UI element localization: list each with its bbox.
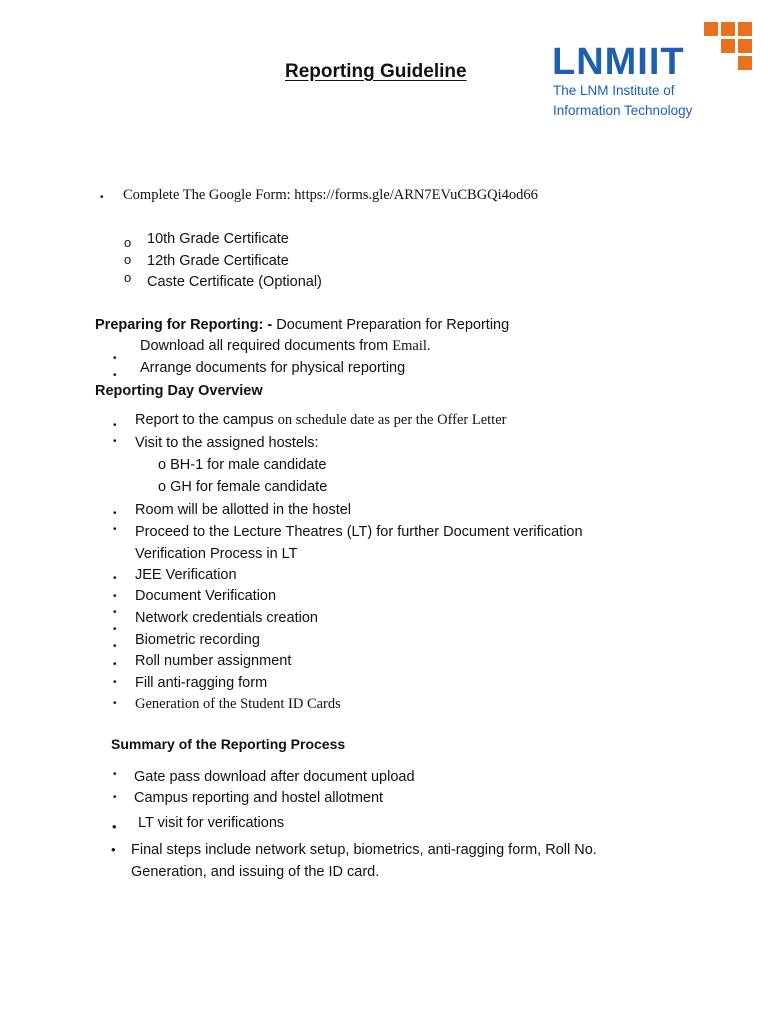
bullet-icon: •	[113, 420, 117, 431]
bullet-icon: •	[113, 607, 117, 618]
overview-report-item	[135, 412, 506, 429]
preparing-subtitle: Document Preparation for Reporting	[276, 317, 510, 333]
certificate-item: 12th Grade Certificate	[147, 253, 289, 269]
page-title: Reporting Guideline	[285, 61, 467, 82]
google-form-link[interactable]: https://forms.gle/ARN7EVuCBGQi4od66	[294, 187, 538, 203]
circle-bullet-icon: o	[124, 270, 132, 285]
preparing-item	[140, 338, 431, 355]
summary-heading: Summary of the Reporting Process	[111, 736, 346, 752]
summary-item: LT visit for verifications	[134, 815, 285, 831]
verification-step: Fill anti-ragging form	[135, 675, 268, 691]
lnmiit-logo	[552, 20, 762, 130]
bullet-icon: •	[113, 624, 117, 635]
bullet-icon: •	[113, 792, 117, 803]
bullet-icon: •	[113, 677, 117, 688]
verification-step: JEE Verification	[135, 567, 237, 583]
preparing-section-heading	[95, 317, 509, 333]
bullet-icon: •	[113, 659, 117, 670]
bullet-icon: •	[113, 573, 117, 584]
overview-heading: Reporting Day Overview	[95, 383, 263, 399]
preparing-heading: Preparing for Reporting: -	[95, 317, 277, 333]
bullet-icon: •	[113, 508, 117, 519]
report-item-text: Report to the campus	[135, 412, 278, 428]
bullet-icon: •	[113, 641, 117, 652]
bullet-icon: •	[113, 353, 117, 364]
verification-step: Roll number assignment	[135, 653, 292, 669]
verification-step: Network credentials creation	[135, 610, 318, 626]
report-item-schedule: on schedule date as per the Offer Letter	[277, 412, 507, 428]
circle-bullet-icon: o	[124, 235, 132, 250]
bullet-icon: •	[113, 769, 117, 780]
summary-item: Gate pass download after document upload	[134, 769, 415, 785]
hostel-gh-item: o GH for female candidate	[158, 479, 328, 495]
logo-wordmark: LNMIIT	[552, 41, 685, 83]
google-form-label: Complete The Google Form:	[123, 187, 295, 203]
certificate-item: 10th Grade Certificate	[147, 231, 289, 247]
preparing-item: Arrange documents for physical reporting	[140, 360, 406, 376]
bullet-icon: •	[113, 591, 117, 602]
logo-grid-icon	[704, 22, 754, 76]
logo-subtitle-line1: The LNM Institute of	[553, 83, 675, 98]
overview-visit-item: Visit to the assigned hostels:	[135, 435, 319, 451]
bullet-icon: •	[113, 698, 117, 709]
verification-process-label: Verification Process in LT	[135, 546, 298, 562]
overview-room-item: Room will be allotted in the hostel	[135, 502, 352, 518]
google-form-item	[123, 187, 538, 204]
bullet-icon: •	[113, 370, 117, 381]
bullet-icon: •	[113, 524, 117, 535]
bullet-icon: •	[112, 819, 117, 834]
verification-step: Biometric recording	[135, 632, 260, 648]
circle-bullet-icon: o	[124, 252, 132, 267]
overview-proceed-item: Proceed to the Lecture Theatres (LT) for further Document verification	[135, 524, 583, 540]
preparing-item-text: Download all required documents from	[140, 338, 393, 354]
hostel-bh-item: o BH-1 for male candidate	[158, 457, 327, 473]
id-card-step: Generation of the Student ID Cards	[135, 696, 341, 712]
summary-item: Campus reporting and hostel allotment	[134, 790, 384, 806]
bullet-icon: •	[111, 842, 116, 857]
bullet-icon: •	[100, 192, 104, 203]
verification-step: Document Verification	[135, 588, 277, 604]
summary-final-line1: Final steps include network setup, biometrics, anti-ragging form, Roll No.	[131, 842, 597, 858]
preparing-item-email: Email.	[392, 338, 431, 354]
logo-subtitle-line2: Information Technology	[553, 103, 693, 118]
certificate-item: Caste Certificate (Optional)	[147, 274, 322, 290]
bullet-icon: •	[113, 436, 117, 447]
summary-final-line2: Generation, and issuing of the ID card.	[131, 864, 380, 880]
